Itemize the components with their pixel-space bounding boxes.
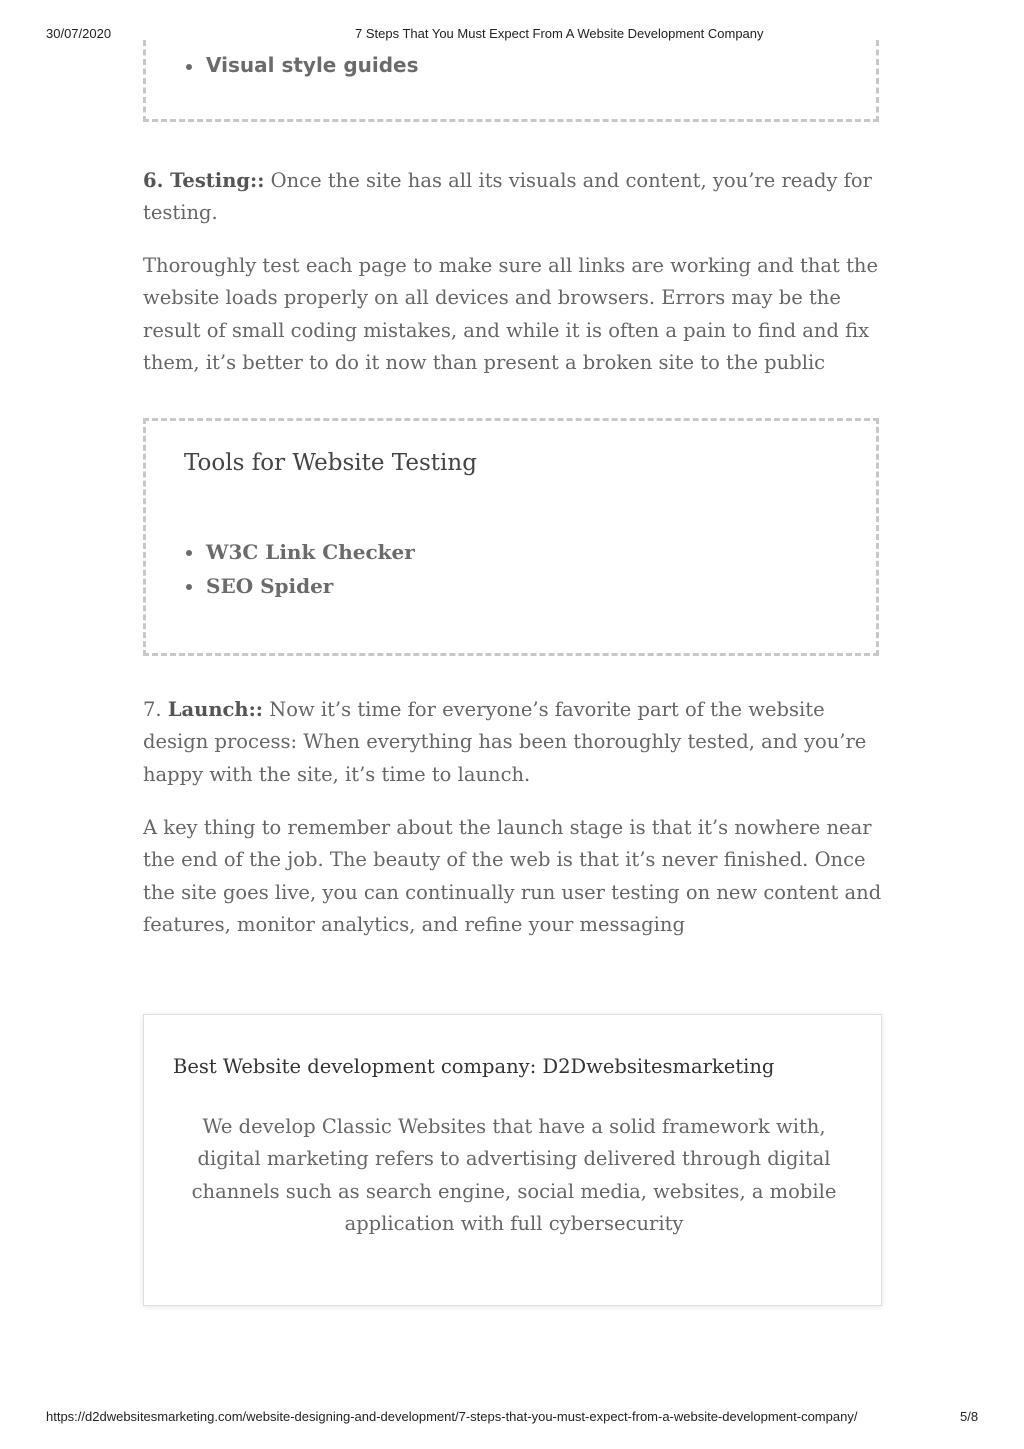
list-item: Visual style guides: [146, 53, 419, 77]
print-footer: [0, 1409, 1024, 1425]
testing-tools-list: [146, 535, 415, 603]
testing-heading: 6. Testing::: [143, 169, 265, 192]
list-item: W3C Link Checker: [146, 535, 415, 569]
launch-intro-text: Now it’s time for everyone’s favorite part of the website design process: When everything has been thoroughly tested, and you’re happy with the site, it’s time to launch.: [143, 698, 867, 786]
card-body: We develop Classic Websites that have a solid framework with, digital marketing refers to advertising delivered through digital channels such as search engine, social media, websites, a mobile application with full cybersecurity: [191, 1115, 837, 1235]
tools-title: Tools for Website Testing: [184, 450, 477, 476]
launch-intro: [143, 694, 883, 791]
testing-tools-box: [143, 418, 879, 656]
list-item: SEO Spider: [146, 569, 415, 603]
design-tools-box: [143, 40, 879, 122]
company-card: [143, 1014, 882, 1306]
launch-body: A key thing to remember about the launch stage is that it’s nowhere near the end of the job. The beauty of the web is that it’s never finished. Once the site goes live, you can continually run user testing on new content and features, monitor analytics, and refine your messaging: [143, 816, 882, 936]
testing-intro-text: Once the site has all its visuals and content, you’re ready for testing.: [143, 169, 872, 225]
print-date: 30/07/2020: [46, 26, 112, 41]
testing-intro: [143, 165, 883, 230]
print-title: 7 Steps That You Must Expect From A Website Development Company: [355, 26, 764, 41]
launch-number: 7.: [143, 698, 168, 721]
design-tools-list: [146, 53, 419, 77]
page-number: 5/8: [960, 1409, 979, 1424]
testing-body: Thoroughly test each page to make sure all links are working and that the website loads properly on all devices and browsers. Errors may be the result of small coding mistakes, and while it is often a pain to find and fix them, it’s better to do it now than present a broken site to the public: [143, 254, 879, 374]
print-url: https://d2dwebsitesmarketing.com/website-designing-and-development/7-steps-that-you-must-expect-from-a-website-development-company/: [46, 1409, 858, 1424]
card-title: Best Website development company: D2Dwebsitesmarketing: [173, 1055, 775, 1078]
launch-heading: Launch::: [167, 698, 263, 721]
